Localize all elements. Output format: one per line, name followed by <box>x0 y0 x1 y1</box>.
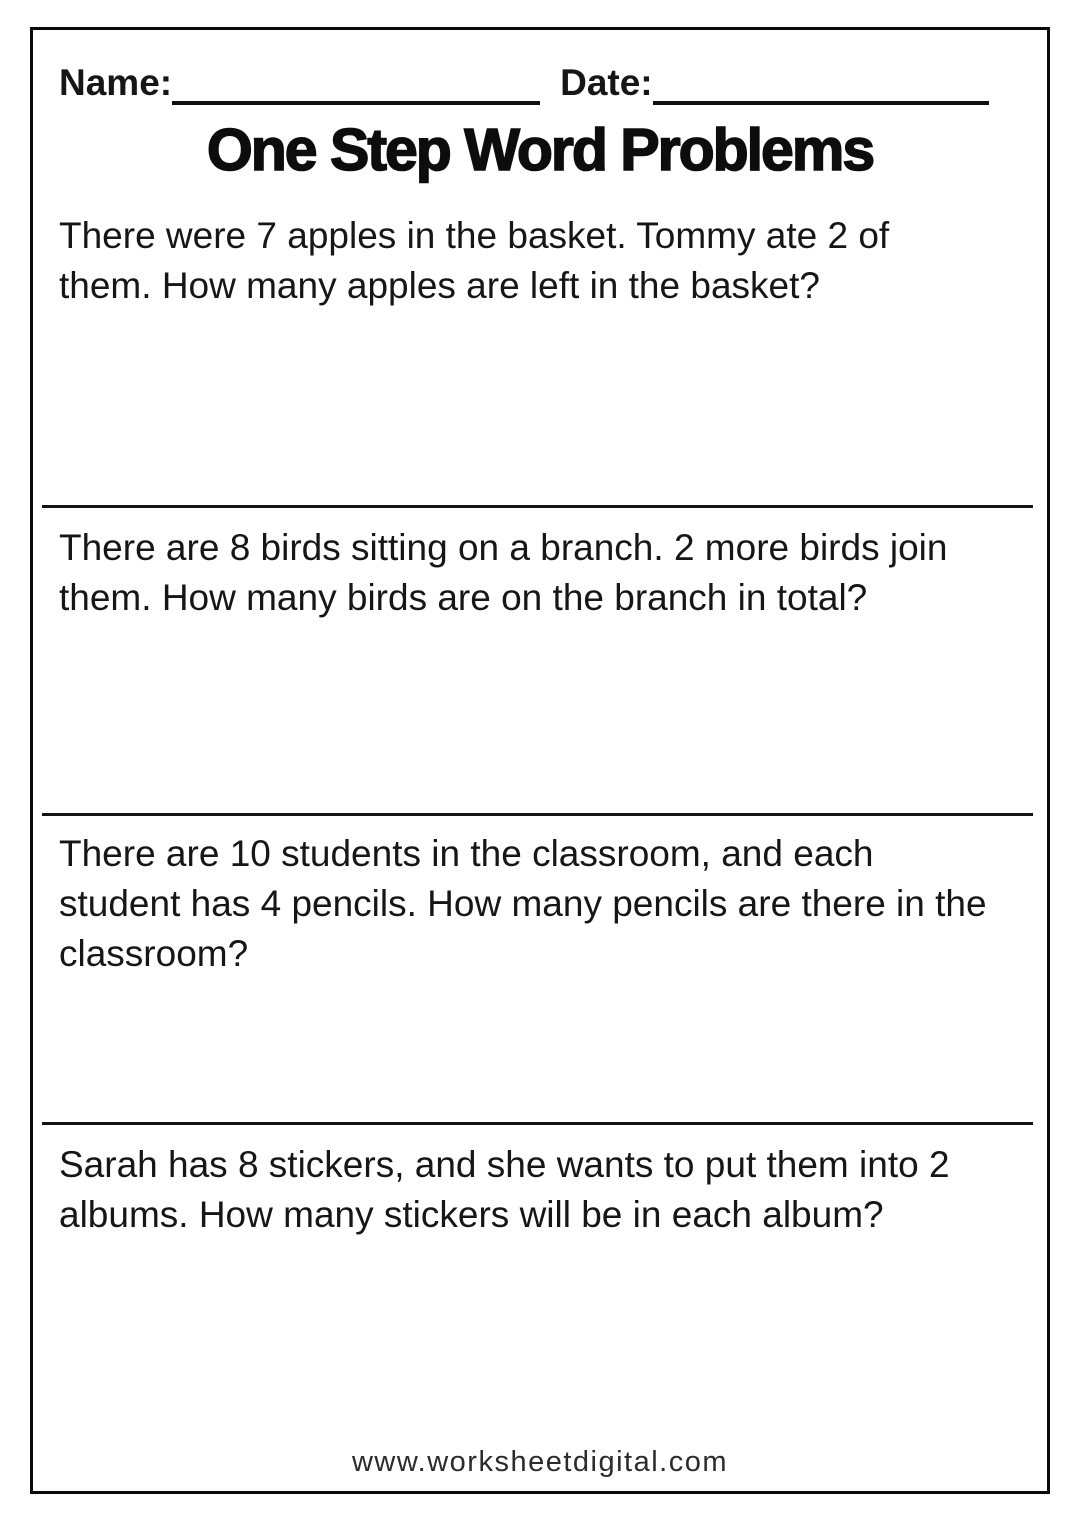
problem-text-4: Sarah has 8 stickers, and she wants to put them into 2 albums. How many stickers will be in each album? <box>59 1144 950 1235</box>
problem-text-3: There are 10 students in the classroom, and each student has 4 pencils. How many pencils are there in the classroom? <box>59 833 987 974</box>
page-title: One Step Word Problems <box>206 117 874 183</box>
problem-section-2 <box>33 508 1047 813</box>
problem-text-1: There were 7 apples in the basket. Tommy ate 2 of them. How many apples are left in the basket? <box>59 215 890 306</box>
problem-text-2: There are 8 birds sitting on a branch. 2 more birds join them. How many birds are on the branch in total? <box>59 527 948 618</box>
problem-section-1 <box>33 181 1047 505</box>
problem-section-3 <box>33 816 1047 1122</box>
problem-section-4 <box>33 1125 1047 1240</box>
header-row <box>59 60 1021 105</box>
name-blank-line <box>172 65 540 105</box>
footer-url: www.worksheetdigital.com <box>351 1446 729 1478</box>
date-label: Date: <box>560 62 653 103</box>
page-border-frame <box>30 27 1050 1494</box>
name-label: Name: <box>59 62 173 103</box>
date-blank-line <box>653 65 989 105</box>
